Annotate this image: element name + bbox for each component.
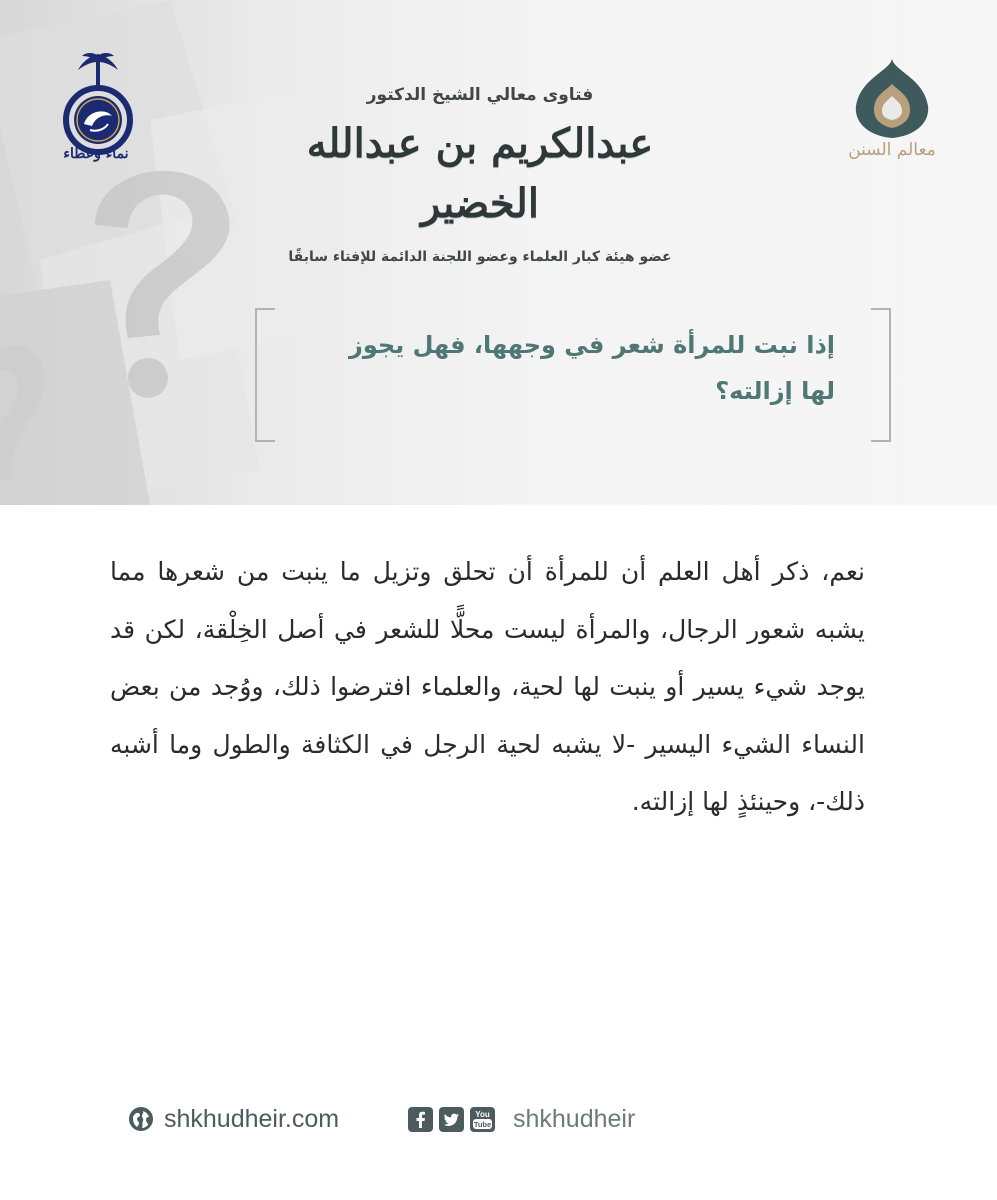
answer-text: نعم، ذكر أهل العلم أن للمرأة أن تحلق وتزيل ما ينبت من شعرها مما يشبه شعور الرجال، والمرأة ليست محلًّا للشعر في أصل الخِلْقة، لكن قد يوجد شيء يسير أو ينبت لها لحية، والعلماء افترضوا ذلك، ووُجد من بعض النساء الشيء اليسير -لا يشبه لحية الرجل في الكثافة والطول وما أشبه ذلك-، وحينئذٍ لها إزالته.: [110, 557, 865, 816]
header-band: [0, 0, 997, 505]
sheikh-name: عبدالكريم بن عبدالله الخضير: [306, 120, 654, 227]
website-link[interactable]: shkhudheir.com: [164, 1104, 340, 1133]
question-text: إذا نبت للمرأة شعر في وجهها، فهل يجوز لها إزالته؟: [349, 331, 835, 405]
twitter-icon[interactable]: [439, 1107, 464, 1132]
left-logo-caption: نماء وعطاء: [63, 146, 129, 162]
youtube-icon[interactable]: [470, 1107, 495, 1132]
sheikh-subtitle: عضو هيئة كبار العلماء وعضو اللجنة الدائمة للإفتاء سابقًا: [288, 249, 672, 265]
footer-social: [408, 1102, 635, 1136]
question-box: [255, 308, 891, 442]
maalim-sunan-logo-icon: [850, 56, 934, 140]
footer-website[interactable]: [128, 1102, 339, 1136]
bracket-left: [255, 308, 275, 442]
social-handle[interactable]: shkhudheir: [513, 1104, 636, 1133]
globe-icon: [128, 1106, 154, 1132]
right-logo-caption: معالم السنن: [848, 140, 936, 160]
title-top: فتاوى معالي الشيخ الدكتور: [366, 85, 594, 105]
facebook-icon[interactable]: [408, 1107, 433, 1132]
title-block: [250, 78, 710, 268]
bracket-right: [871, 308, 891, 442]
svg-text:You: You: [475, 1109, 490, 1119]
svg-text:Tube: Tube: [473, 1119, 492, 1129]
